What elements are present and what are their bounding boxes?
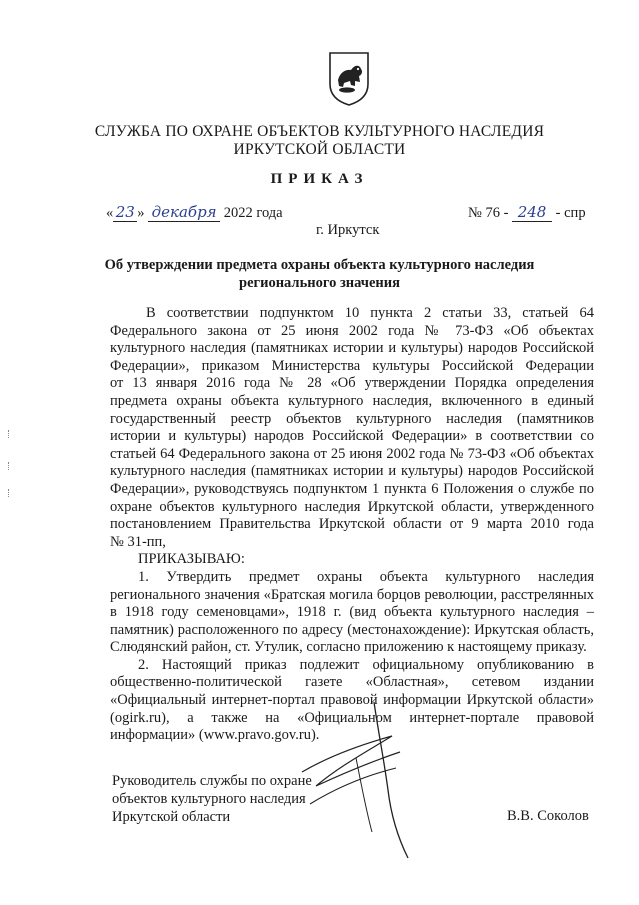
- body-line: государственный реестр объектов культурного наследия (памятников: [110, 410, 594, 427]
- order-subject-line1: Об утверждении предмета охраны объекта культурного наследия: [104, 257, 535, 273]
- signatory-title-line2: объектов культурного наследия: [112, 791, 306, 807]
- body-line: предмета охраны объекта культурного наследия, включенного в единый: [110, 392, 594, 409]
- body-line: охране объектов культурного наследия Иркутской области, утвержденного: [110, 498, 594, 515]
- margin-mark: [8, 462, 12, 470]
- body-line: постановлением Правительства Иркутской области от 9 марта 2010 года: [110, 516, 594, 533]
- order-day: 23: [113, 203, 137, 222]
- order-number-suffix: - спр: [555, 205, 586, 221]
- body-line: 1. Утвердить предмет охраны объекта культурного наследия: [138, 568, 594, 585]
- body-line-orders: ПРИКАЗЫВАЮ:: [138, 551, 245, 568]
- body-line: культурного наследия (памятниках истории и культуры) народов Российской: [110, 340, 594, 357]
- body-line: истории и культуры) народов Российской Федерации» в соответствии со: [110, 428, 594, 445]
- body-line: регионального значения «Братская могила борцов революции, расстрелянных: [110, 586, 594, 603]
- order-number-prefix: № 76 -: [468, 205, 509, 221]
- agency-name-line1: СЛУЖБА ПО ОХРАНЕ ОБЪЕКТОВ КУЛЬТУРНОГО НАСЛЕДИЯ: [94, 123, 545, 140]
- body-line: информации» (www.pravo.gov.ru).: [110, 727, 320, 744]
- signatory-name: В.В. Соколов: [507, 808, 589, 824]
- margin-mark: [8, 430, 12, 438]
- signatory-title: [112, 772, 312, 826]
- body-line: культурного наследия (памятниках истории и культуры) народов Российской: [110, 463, 594, 480]
- body-line: (ogirk.ru), а также на «Официальном интернет-портале правовой: [110, 709, 594, 726]
- body-line: статьей 64 Федерального закона от 25 июня 2002 года № 73-ФЗ «Об объектах: [110, 445, 594, 462]
- coat-of-arms-icon: [327, 50, 371, 106]
- quote-open: «: [106, 205, 114, 221]
- agency-name-line2: ИРКУТСКОЙ ОБЛАСТИ: [233, 141, 406, 158]
- margin-mark: [8, 489, 12, 497]
- body-line: «Официальный интернет-портал правовой информации Иркутской области»: [110, 692, 594, 709]
- order-title: ПРИКАЗ: [270, 171, 369, 187]
- quote-close: »: [137, 205, 145, 221]
- order-body: [110, 305, 594, 745]
- body-line: В соответствии подпунктом 10 пункта 2 статьи 33, статьей 64: [146, 305, 594, 321]
- body-line: Федерации», приказом Министерства культуры Российской Федерации: [110, 357, 594, 374]
- body-line: Федерации», руководствуясь подпунктом 1 пункта 6 Положения о службе по: [110, 480, 594, 497]
- body-line: памятник) расположенного по адресу (местонахождение): Иркутская область,: [110, 621, 594, 638]
- body-line: Федерального закона от 25 июня 2002 года № 73-ФЗ «Об объектах: [110, 322, 594, 339]
- order-number-value: 248: [512, 203, 552, 222]
- order-month: декабря: [148, 203, 220, 222]
- order-year: 2022 года: [223, 205, 283, 221]
- body-line: № 31-пп,: [110, 533, 166, 550]
- order-number: [468, 203, 586, 222]
- body-line: в 1918 году семеновцами», 1918 г. (вид объекта культурного наследия –: [110, 604, 594, 621]
- signatory-title-line3: Иркутской области: [112, 809, 231, 825]
- signatory-title-line1: Руководитель службы по охране: [112, 773, 312, 789]
- body-line: от 13 января 2016 года № 28 «Об утверждении Порядка определения: [110, 375, 594, 392]
- handwritten-signature: [296, 700, 416, 860]
- order-subject-line2: регионального значения: [239, 275, 400, 291]
- order-city: г. Иркутск: [316, 222, 380, 238]
- body-line: общественно-политической газете «Областная», сетевом издании: [110, 674, 594, 691]
- body-line: Слюдянский район, ст. Утулик, согласно приложению к настоящему приказу.: [110, 639, 587, 656]
- body-line: 2. Настоящий приказ подлежит официальному опубликованию в: [138, 656, 594, 673]
- order-date: [106, 203, 283, 222]
